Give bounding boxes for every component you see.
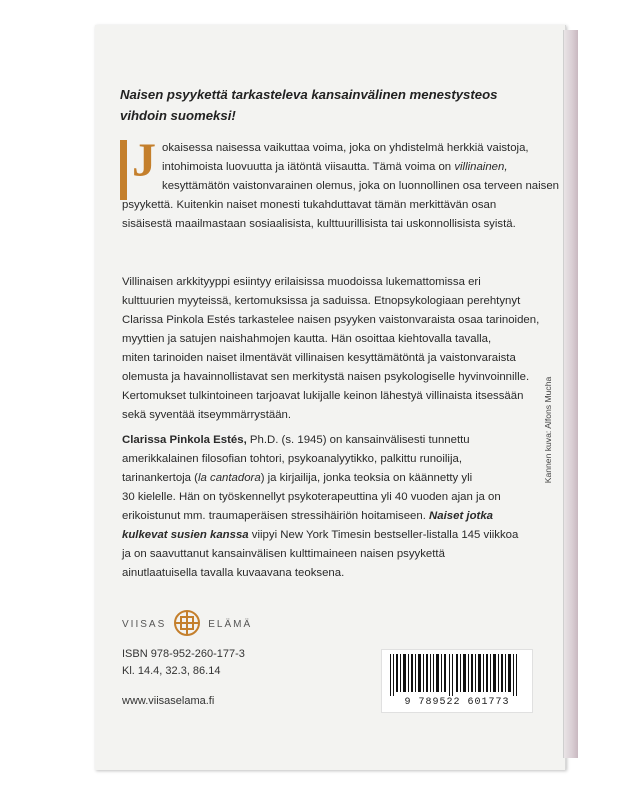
para3-line-3b: ) ja kirjailija, jonka teoksia on käännetty yli [260,472,473,484]
para2-line: Kertomukset tulkintoineen tarjoavat lukijalle keinon lähestyä villinaista itsessään [122,390,524,402]
para1-line-2-italic: villinainen, [454,161,508,173]
cover-credit-text: Kannen kuva: Alfons Mucha [543,376,553,484]
publisher-url: www.viisaselama.fi [122,695,215,707]
tagline-line-2: vihdoin suomeksi! [120,108,236,123]
para1-line-1: okaisessa naisessa vaikuttaa voima, joka on yhdistelmä herkkiä vaistoja, [162,142,529,154]
para3-line-8: ainutlaatuisella tavalla kuvaavana teoksena. [122,567,345,579]
paragraph-intro [122,134,560,234]
para3-line-3a: tarinankertoja ( [122,472,198,484]
para2-line: sekä syventää itseymmärrystään. [122,409,292,421]
dropcap: J [132,134,156,187]
para3-line-4: 30 kielelle. Hän on työskennellyt psykoterapeuttina yli 40 vuoden ajan ja on [122,491,501,503]
para1-line-5: sisäisestä maailmastaan sosiaalisista, kulttuurillisista tai uskonnollisista syistä. [122,218,516,230]
para2-line: olemusta ja havainnollistavat sen merkitystä naisen psykologiselle hyvinvoinnille. [122,371,530,383]
cover-credit [538,360,553,510]
barcode-bars [388,654,526,696]
para3-line-7: ja on saavuttanut kansainvälisen kulttimaineen naisen psyykettä [122,548,445,560]
publisher-name-left: VIISAS [122,618,167,630]
para3-line-3-italic: la cantadora [197,472,261,484]
publisher-logo [122,608,282,640]
para2-line: Villinaisen arkkityyppi esiintyy erilaisissa muodoissa lukemattomissa eri [122,276,481,288]
para3-line-6: viipyi New York Timesin bestseller-listalla 145 viikkoa [248,529,519,541]
para1-line-2: intohimoista luovuutta ja iätöntä viisautta. Tämä voima on [162,161,455,173]
para3-line-2: amerikkalainen filosofian tohtori, psykoanalyytikko, palkittu runoilija, [122,453,462,465]
para2-line: kulttuurien myyteissä, kertomuksissa ja saduissa. Etnopsykologiaan perehtynyt [122,295,521,307]
isbn: ISBN 978-952-260-177-3 [122,648,245,660]
paragraph-archetype [122,273,540,425]
book-title-part-2: kulkevat susien kanssa [122,529,249,541]
tagline-line-1: Naisen psyykettä tarkasteleva kansainvälinen menestysteos [120,87,498,102]
para2-line: myyttien ja satujen naishahmojen kautta. Hän osoittaa kiehtovalla tavalla, [122,333,492,345]
para1-line-3: kesyttämätön vaistonvarainen olemus, joka on luonnollinen osa terveen naisen [162,180,560,192]
para1-line-4: psyykettä. Kuitenkin naiset monesti tukahduttavat tämän merkittävän osan [122,199,497,211]
para2-line: Clarissa Pinkola Estés tarkastelee naisen psyyken vaistonvaraista osaa tarinoiden, [122,314,540,326]
tagline [120,84,540,126]
para3-line-5a: erikoistunut mm. traumaperäisen stressihäiriön hoitamiseen. [122,510,430,522]
author-name: Clarissa Pinkola Estés, [122,434,247,446]
paragraph-author-bio [122,431,532,583]
barcode [381,649,533,713]
barcode-number: 9 789522 601773 [404,697,510,708]
para2-line: miten tarinoiden naiset ilmentävät villinaisen kesyttämätöntä ja vaistonvaraista [122,352,516,364]
book-title-part-1: Naiset jotka [429,510,493,522]
knot-logo-icon [172,608,202,641]
book-spine-edge [563,30,578,758]
para3-line-1: Ph.D. (s. 1945) on kansainvälisesti tunnettu [246,434,470,446]
classification: Kl. 14.4, 32.3, 86.14 [122,665,221,677]
publisher-name-right: ELÄMÄ [208,618,253,630]
